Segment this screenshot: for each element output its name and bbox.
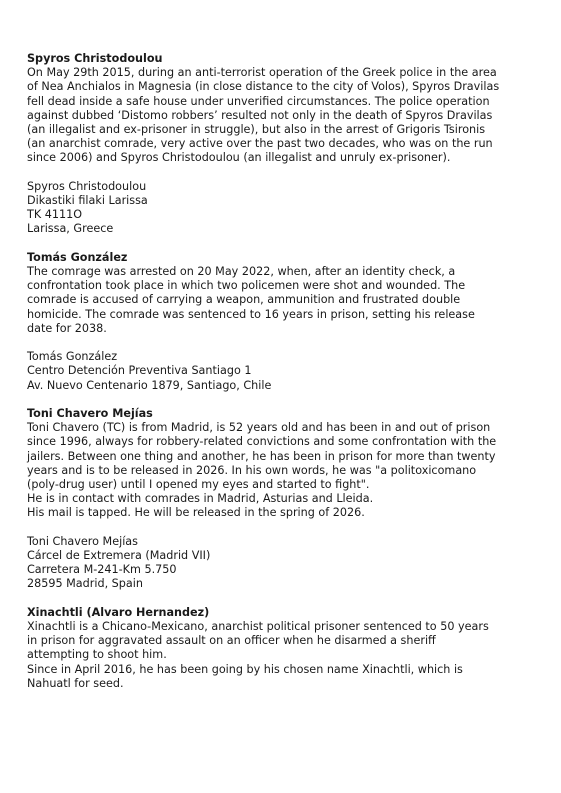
text-line: Since in April 2016, he has been going by his chosen name Xinachtli, which is — [27, 662, 463, 676]
entry-name: Tomás González — [27, 250, 128, 264]
address-line: Av. Nuevo Centenario 1879, Santiago, Chile — [27, 378, 272, 392]
text-line: confrontation took place in which two policemen were shot and wounded. The — [27, 279, 466, 293]
entry-description — [27, 421, 539, 520]
entry-name: Spyros Christodoulou — [27, 52, 163, 65]
text-line: Xinachtli is a Chicano-Mexicano, anarchist political prisoner sentenced to 50 years — [27, 620, 489, 634]
entry-name: Toni Chavero Mejías — [27, 407, 153, 421]
text-line: (poly-drug user) until I opened my eyes and started to fight". — [27, 478, 370, 492]
text-line: The comrage was arrested on 20 May 2022, when, after an identity check, a — [27, 265, 456, 279]
mailing-address — [27, 180, 539, 237]
mailing-address — [27, 350, 539, 393]
text-line: years and is to be released in 2026. In his own words, he was "a politoxicomano — [27, 463, 477, 477]
text-line: comrade is accused of carrying a weapon, ammunition and frustrated double — [27, 293, 461, 307]
text-line: homicide. The comrade was sentenced to 16 years in prison, setting his release — [27, 307, 475, 321]
address-line: TK 4111O — [27, 208, 83, 222]
entry-description — [27, 66, 539, 165]
entry-description — [27, 620, 539, 691]
text-line: attempting to shoot him. — [27, 648, 167, 662]
entry-tomas-gonzalez — [27, 251, 539, 393]
text-line: On May 29th 2015, during an anti-terrorist operation of the Greek police in the area — [27, 66, 497, 80]
text-line: jailers. Between one thing and another, he has been in prison for more than twenty — [27, 449, 496, 463]
text-line: since 1996, always for robbery-related convictions and some confrontation with the — [27, 435, 497, 449]
address-line: Toni Chavero Mejías — [27, 534, 138, 548]
address-line: Dikastiki filaki Larissa — [27, 194, 148, 208]
text-line: Toni Chavero (TC) is from Madrid, is 52 years old and has been in and out of prison — [27, 421, 491, 435]
text-line: fell dead inside a safe house under unverified circumstances. The police operation — [27, 94, 490, 108]
text-line: (an anarchist comrade, very active over the past two decades, who was on the run — [27, 137, 493, 151]
text-line: (an illegalist and ex-prisoner in struggle), but also in the arrest of Grigoris Tsironis — [27, 123, 486, 137]
address-line: Spyros Christodoulou — [27, 179, 147, 193]
address-line: Centro Detención Preventiva Santiago 1 — [27, 364, 252, 378]
entry-xinachtli — [27, 606, 539, 691]
text-line: against dubbed ‘Distomo robbers’ resulted not only in the death of Spyros Dravilas — [27, 108, 493, 122]
address-line: 28595 Madrid, Spain — [27, 577, 143, 591]
text-line: of Nea Anchialos in Magnesia (in close distance to the city of Volos), Spyros Dravilas — [27, 80, 500, 94]
text-line: He is in contact with comrades in Madrid, Asturias and Lleida. — [27, 492, 374, 506]
text-line: since 2006) and Spyros Christodoulou (an illegalist and unruly ex-prisoner). — [27, 151, 451, 165]
mailing-address — [27, 535, 539, 592]
address-line: Cárcel de Extremera (Madrid VII) — [27, 549, 211, 563]
entry-description — [27, 265, 539, 336]
entry-name: Xinachtli (Alvaro Hernandez) — [27, 605, 210, 619]
address-line: Carretera M-241-Km 5.750 — [27, 563, 177, 577]
entry-spyros-christodoulou — [27, 52, 539, 237]
text-line: His mail is tapped. He will be released in the spring of 2026. — [27, 506, 365, 520]
text-line: Nahuatl for seed. — [27, 676, 124, 690]
entry-toni-chavero-mejias — [27, 407, 539, 592]
text-line: in prison for aggravated assault on an officer when he disarmed a sheriff — [27, 634, 436, 648]
address-line: Larissa, Greece — [27, 222, 114, 236]
address-line: Tomás González — [27, 350, 118, 364]
text-line: date for 2038. — [27, 321, 107, 335]
